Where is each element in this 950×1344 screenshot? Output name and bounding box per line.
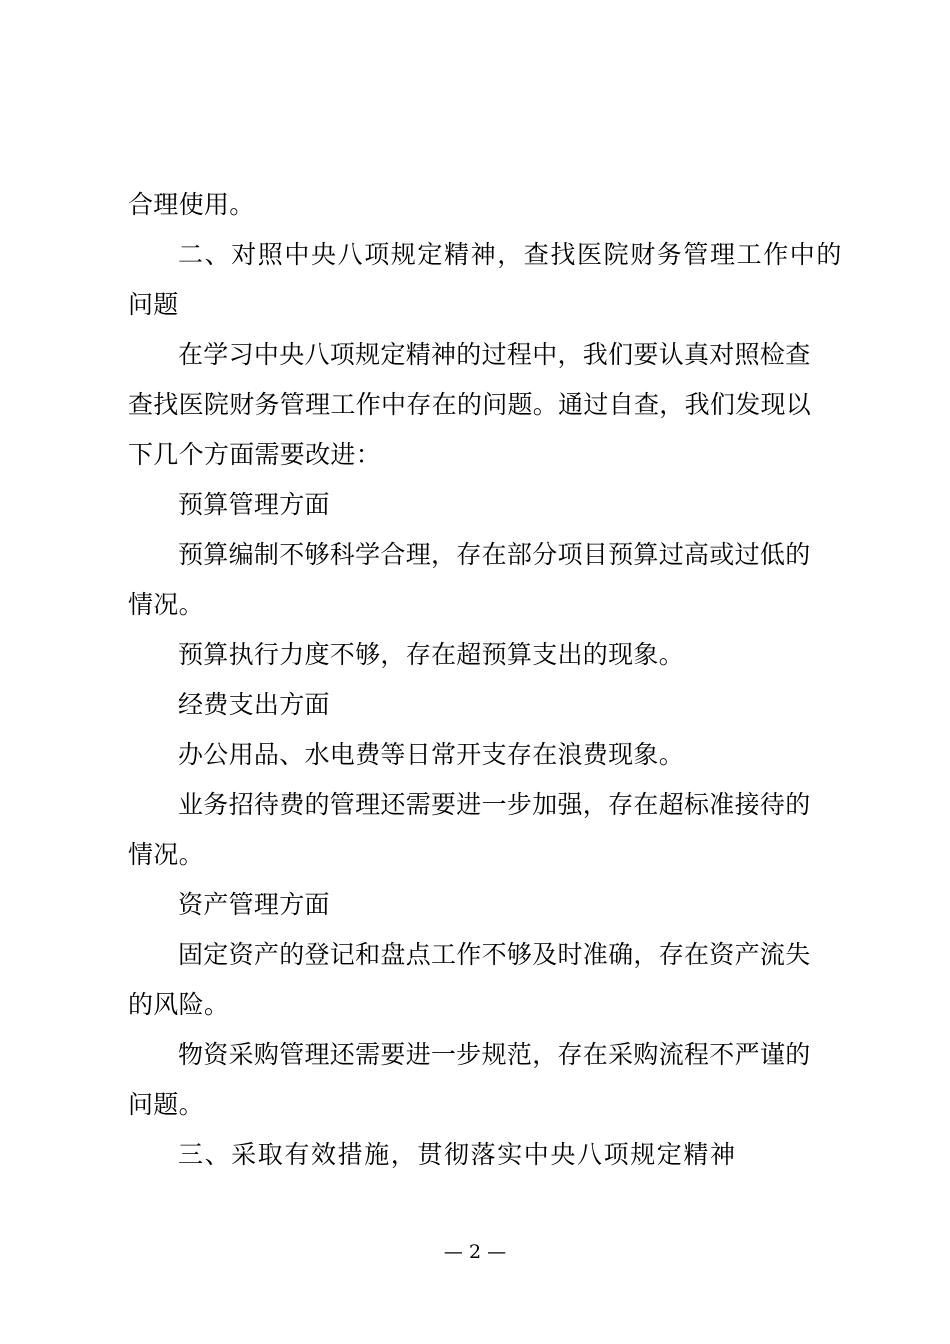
section-heading-3: 三、采取有效措施，贯彻落实中央八项规定精神	[178, 1140, 737, 1169]
subheading-expenditure: 经费支出方面	[178, 690, 330, 719]
subheading-budget: 预算管理方面	[178, 490, 330, 519]
paragraph-line: 在学习中央八项规定精神的过程中，我们要认真对照检查	[178, 340, 811, 369]
page-number: — 2 —	[443, 1241, 507, 1263]
paragraph-line: 情况。	[128, 590, 204, 619]
paragraph-line: 的风险。	[128, 990, 230, 1019]
paragraph-line: 物资采购管理还需要进一步规范，存在采购流程不严谨的	[178, 1040, 811, 1069]
section-heading-2-continued: 问题	[128, 290, 179, 319]
paragraph-line: 预算编制不够科学合理，存在部分项目预算过高或过低的	[178, 540, 811, 569]
paragraph-line: 固定资产的登记和盘点工作不够及时准确，存在资产流失	[178, 940, 811, 969]
paragraph-line: 情况。	[128, 840, 204, 869]
paragraph-line: 办公用品、水电费等日常开支存在浪费现象。	[178, 740, 685, 769]
subheading-assets: 资产管理方面	[178, 890, 330, 919]
paragraph-line: 问题。	[128, 1090, 204, 1119]
paragraph-line: 查找医院财务管理工作中存在的问题。通过自查，我们发现以	[128, 390, 812, 419]
paragraph-line: 合理使用。	[128, 190, 255, 219]
paragraph-line: 业务招待费的管理还需要进一步加强，存在超标准接待的	[178, 790, 811, 819]
section-heading-2: 二、对照中央八项规定精神，查找医院财务管理工作中的	[178, 240, 844, 269]
paragraph-line: 预算执行力度不够，存在超预算支出的现象。	[178, 640, 685, 669]
paragraph-line: 下几个方面需要改进：	[128, 440, 382, 469]
